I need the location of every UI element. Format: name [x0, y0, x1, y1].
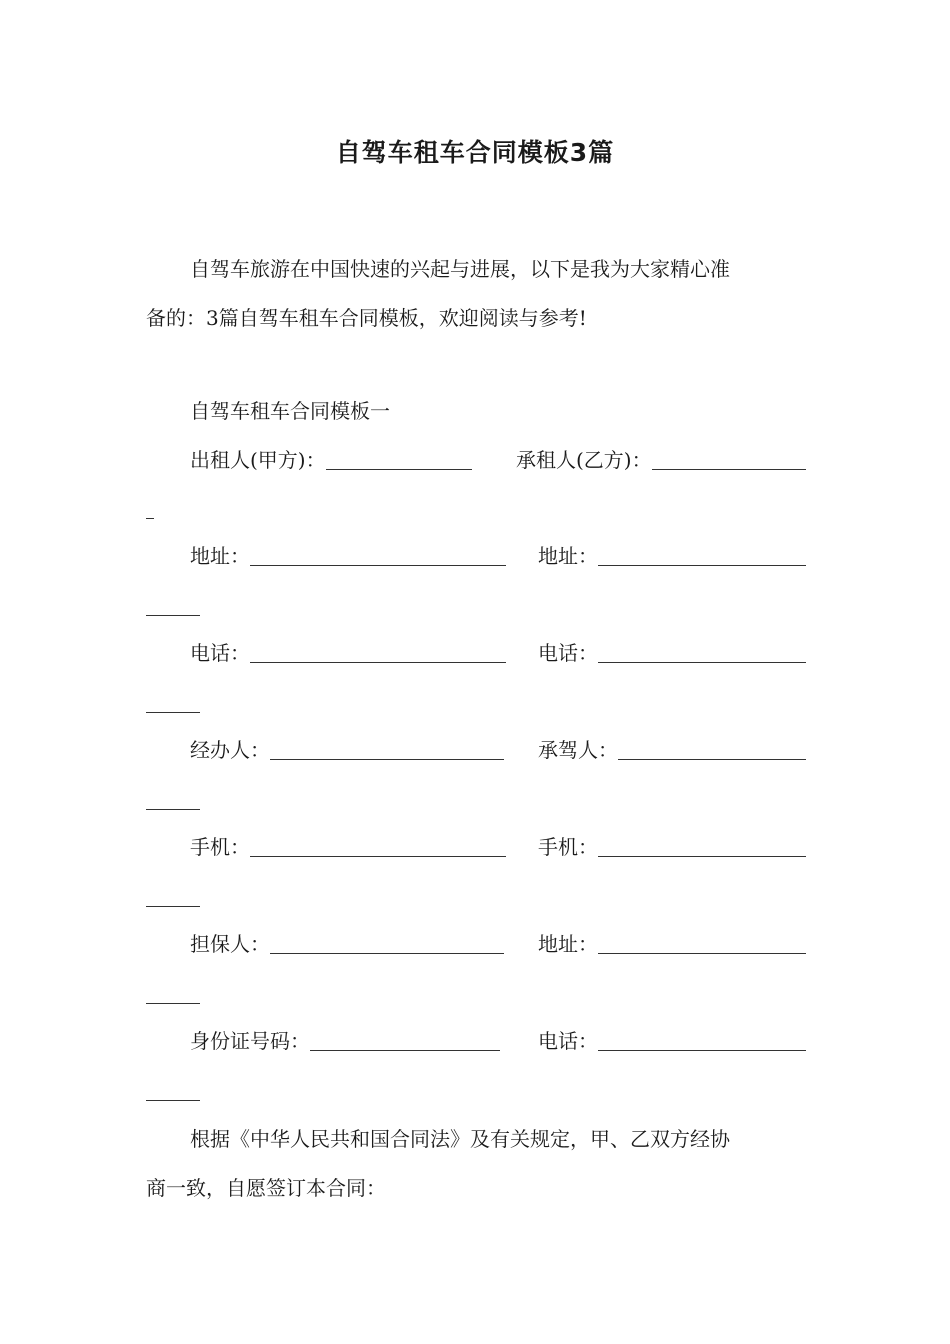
closing-line-2: 商一致，自愿签订本合同： — [146, 1176, 386, 1200]
intro-line-2: 备的：3篇自驾车租车合同模板，欢迎阅读与参考! — [146, 306, 587, 330]
guarantor-field — [190, 930, 538, 958]
address-row — [190, 542, 806, 570]
lessor-phone-label: 电话： — [190, 641, 250, 665]
lessee-field — [516, 446, 806, 474]
lessor-label: 出租人(甲方)： — [190, 448, 326, 472]
lessee-phone-continuation[interactable] — [146, 711, 200, 713]
lessee-address-blank[interactable] — [598, 545, 806, 566]
phone-row — [190, 639, 806, 667]
intro-line-1: 自驾车旅游在中国快速的兴起与进展，以下是我为大家精心准 — [190, 257, 730, 281]
handler-label: 经办人： — [190, 738, 270, 762]
id-number-label: 身份证号码： — [190, 1029, 310, 1053]
lessor-field — [190, 446, 516, 474]
driver-mobile-label: 手机： — [538, 835, 598, 859]
lessee-phone-label: 电话： — [538, 641, 598, 665]
id-row — [190, 1027, 806, 1055]
guarantor-address-blank[interactable] — [598, 933, 806, 954]
handler-row — [190, 736, 806, 764]
lessor-address-label: 地址： — [190, 544, 250, 568]
driver-mobile-blank[interactable] — [598, 836, 806, 857]
handler-blank[interactable] — [270, 739, 504, 760]
handler-mobile-field — [190, 833, 538, 861]
driver-mobile-field — [538, 833, 806, 861]
handler-mobile-label: 手机： — [190, 835, 250, 859]
guarantor-blank[interactable] — [270, 933, 504, 954]
driver-blank[interactable] — [618, 739, 806, 760]
lessee-address-field — [538, 542, 806, 570]
guarantor-address-continuation[interactable] — [146, 1002, 200, 1004]
mobile-row — [190, 833, 806, 861]
lessee-blank-continuation[interactable] — [146, 517, 154, 519]
handler-mobile-blank[interactable] — [250, 836, 506, 857]
lessee-phone-blank[interactable] — [598, 642, 806, 663]
lessee-label: 承租人(乙方)： — [516, 448, 652, 472]
guarantor-phone-label: 电话： — [538, 1029, 598, 1053]
party-row — [190, 446, 806, 474]
lessee-phone-field — [538, 639, 806, 667]
lessee-blank[interactable] — [652, 449, 806, 470]
lessor-phone-field — [190, 639, 538, 667]
driver-continuation[interactable] — [146, 808, 200, 810]
lessor-address-field — [190, 542, 538, 570]
guarantor-phone-continuation[interactable] — [146, 1099, 200, 1101]
guarantor-address-field — [538, 930, 806, 958]
lessee-address-label: 地址： — [538, 544, 598, 568]
guarantor-row — [190, 930, 806, 958]
closing-line-1: 根据《中华人民共和国合同法》及有关规定，甲、乙双方经协 — [190, 1127, 730, 1151]
section-title: 自驾车租车合同模板一 — [190, 399, 390, 423]
guarantor-address-label: 地址： — [538, 932, 598, 956]
lessor-address-blank[interactable] — [250, 545, 506, 566]
guarantor-label: 担保人： — [190, 932, 270, 956]
driver-mobile-continuation[interactable] — [146, 905, 200, 907]
guarantor-phone-blank[interactable] — [598, 1030, 806, 1051]
lessor-blank[interactable] — [326, 449, 472, 470]
guarantor-phone-field — [538, 1027, 806, 1055]
id-number-field — [190, 1027, 538, 1055]
driver-label: 承驾人： — [538, 738, 618, 762]
handler-field — [190, 736, 538, 764]
id-number-blank[interactable] — [310, 1030, 500, 1051]
lessee-address-continuation[interactable] — [146, 614, 200, 616]
document-title: 自驾车租车合同模板3篇 — [335, 138, 615, 167]
driver-field — [538, 736, 806, 764]
lessor-phone-blank[interactable] — [250, 642, 506, 663]
